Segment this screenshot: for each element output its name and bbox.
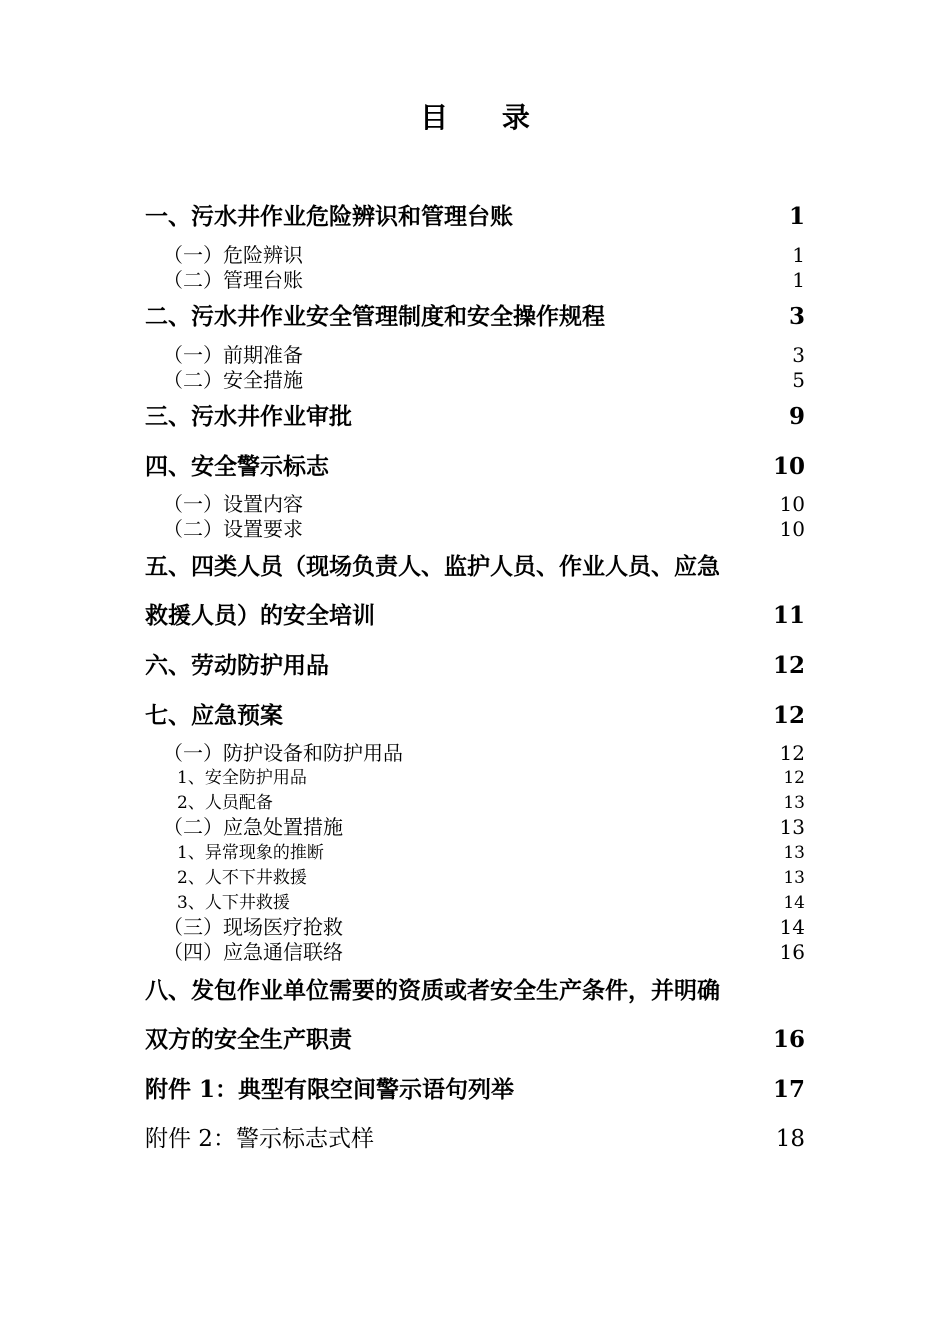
toc-entry-label: 一、污水井作业危险辨识和管理台账 bbox=[145, 203, 513, 230]
toc-entry-section-1[interactable] bbox=[0, 202, 950, 232]
toc-entry-page-number: 11 bbox=[772, 602, 805, 629]
toc-entry-page-number: 10 bbox=[779, 492, 805, 516]
toc-entry-page-number: 3 bbox=[792, 343, 805, 367]
page-title: 目 录 bbox=[420, 101, 552, 134]
toc-entry-page-number: 12 bbox=[779, 741, 805, 765]
toc-entry-label: （二）应急处置措施 bbox=[163, 815, 343, 839]
toc-entry-label: 七、应急预案 bbox=[145, 702, 283, 729]
toc-entry-page-number: 5 bbox=[792, 368, 805, 392]
toc-entry-label: （三）现场医疗抢救 bbox=[163, 915, 343, 939]
toc-entry-label: （一）前期准备 bbox=[163, 343, 303, 367]
toc-entry-label: 双方的安全生产职责 bbox=[145, 1026, 352, 1053]
toc-entry-label: （一）设置内容 bbox=[163, 492, 303, 516]
toc-entry-page-number: 13 bbox=[779, 815, 805, 839]
toc-entry-subsection[interactable] bbox=[0, 516, 950, 546]
toc-entry-page-number: 10 bbox=[772, 453, 805, 480]
toc-entry-section-4[interactable] bbox=[0, 452, 950, 482]
toc-entry-section-3[interactable] bbox=[0, 402, 950, 432]
toc-entry-page-number: 9 bbox=[788, 403, 805, 430]
toc-entry-label: （四）应急通信联络 bbox=[163, 940, 343, 964]
toc-entry-appendix-2[interactable] bbox=[0, 1124, 950, 1154]
toc-entry-page-number: 16 bbox=[779, 940, 805, 964]
toc-entry-label: （二）设置要求 bbox=[163, 517, 303, 541]
toc-entry-subsection[interactable] bbox=[0, 814, 950, 844]
toc-entry-page-number: 14 bbox=[779, 915, 805, 939]
toc-entry-section-7[interactable] bbox=[0, 701, 950, 731]
toc-entry-section-8-continued[interactable] bbox=[0, 1025, 950, 1055]
toc-entry-subsection[interactable] bbox=[0, 939, 950, 969]
toc-entry-subsection[interactable] bbox=[0, 267, 950, 297]
toc-entry-page-number: 10 bbox=[779, 517, 805, 541]
toc-entry-label: （一）危险辨识 bbox=[163, 243, 303, 267]
toc-entry-section-2[interactable] bbox=[0, 302, 950, 332]
toc-entry-page-number: 13 bbox=[783, 868, 805, 888]
toc-entry-label: 三、污水井作业审批 bbox=[145, 403, 352, 430]
toc-entry-page-number: 14 bbox=[783, 893, 805, 913]
toc-entry-label: 八、发包作业单位需要的资质或者安全生产条件，并明确 bbox=[145, 977, 720, 1004]
toc-entry-page-number: 17 bbox=[772, 1076, 805, 1103]
toc-entry-label: 1、异常现象的推断 bbox=[177, 843, 324, 863]
toc-entry-section-5[interactable] bbox=[0, 552, 950, 582]
toc-entry-page-number: 12 bbox=[772, 702, 805, 729]
toc-entry-label: （一）防护设备和防护用品 bbox=[163, 741, 403, 765]
toc-entry-page-number: 3 bbox=[788, 303, 805, 330]
toc-entry-subsection[interactable] bbox=[0, 367, 950, 397]
toc-entry-label: 2、人不下井救援 bbox=[177, 868, 307, 888]
toc-entry-page-number: 12 bbox=[772, 652, 805, 679]
toc-entry-page-number: 18 bbox=[775, 1126, 805, 1152]
toc-entry-label: 2、人员配备 bbox=[177, 793, 273, 813]
toc-entry-label: （二）安全措施 bbox=[163, 368, 303, 392]
toc-entry-label: 二、污水井作业安全管理制度和安全操作规程 bbox=[145, 303, 605, 330]
toc-entry-page-number: 1 bbox=[788, 203, 805, 230]
toc-entry-label: 附件 2：警示标志式样 bbox=[145, 1126, 374, 1152]
toc-entry-page-number: 1 bbox=[792, 243, 805, 267]
toc-entry-label: 1、安全防护用品 bbox=[177, 768, 307, 788]
toc-entry-page-number: 1 bbox=[792, 268, 805, 292]
toc-entry-page-number: 12 bbox=[783, 768, 805, 788]
toc-entry-label: 附件 1：典型有限空间警示语句列举 bbox=[145, 1076, 515, 1103]
toc-entry-page-number: 16 bbox=[772, 1026, 805, 1053]
toc-entry-appendix-1[interactable] bbox=[0, 1075, 950, 1105]
toc-entry-section-5-continued[interactable] bbox=[0, 601, 950, 631]
toc-entry-label: 救援人员）的安全培训 bbox=[145, 602, 375, 629]
toc-entry-label: 四、安全警示标志 bbox=[145, 453, 329, 480]
toc-entry-page-number: 13 bbox=[783, 793, 805, 813]
toc-entry-label: （二）管理台账 bbox=[163, 268, 303, 292]
toc-entry-label: 3、人下井救援 bbox=[177, 893, 290, 913]
toc-entry-label: 五、四类人员（现场负责人、监护人员、作业人员、应急 bbox=[145, 553, 720, 580]
toc-entry-section-6[interactable] bbox=[0, 651, 950, 681]
toc-entry-section-8[interactable] bbox=[0, 976, 950, 1006]
toc-entry-label: 六、劳动防护用品 bbox=[145, 652, 329, 679]
toc-entry-page-number: 13 bbox=[783, 843, 805, 863]
